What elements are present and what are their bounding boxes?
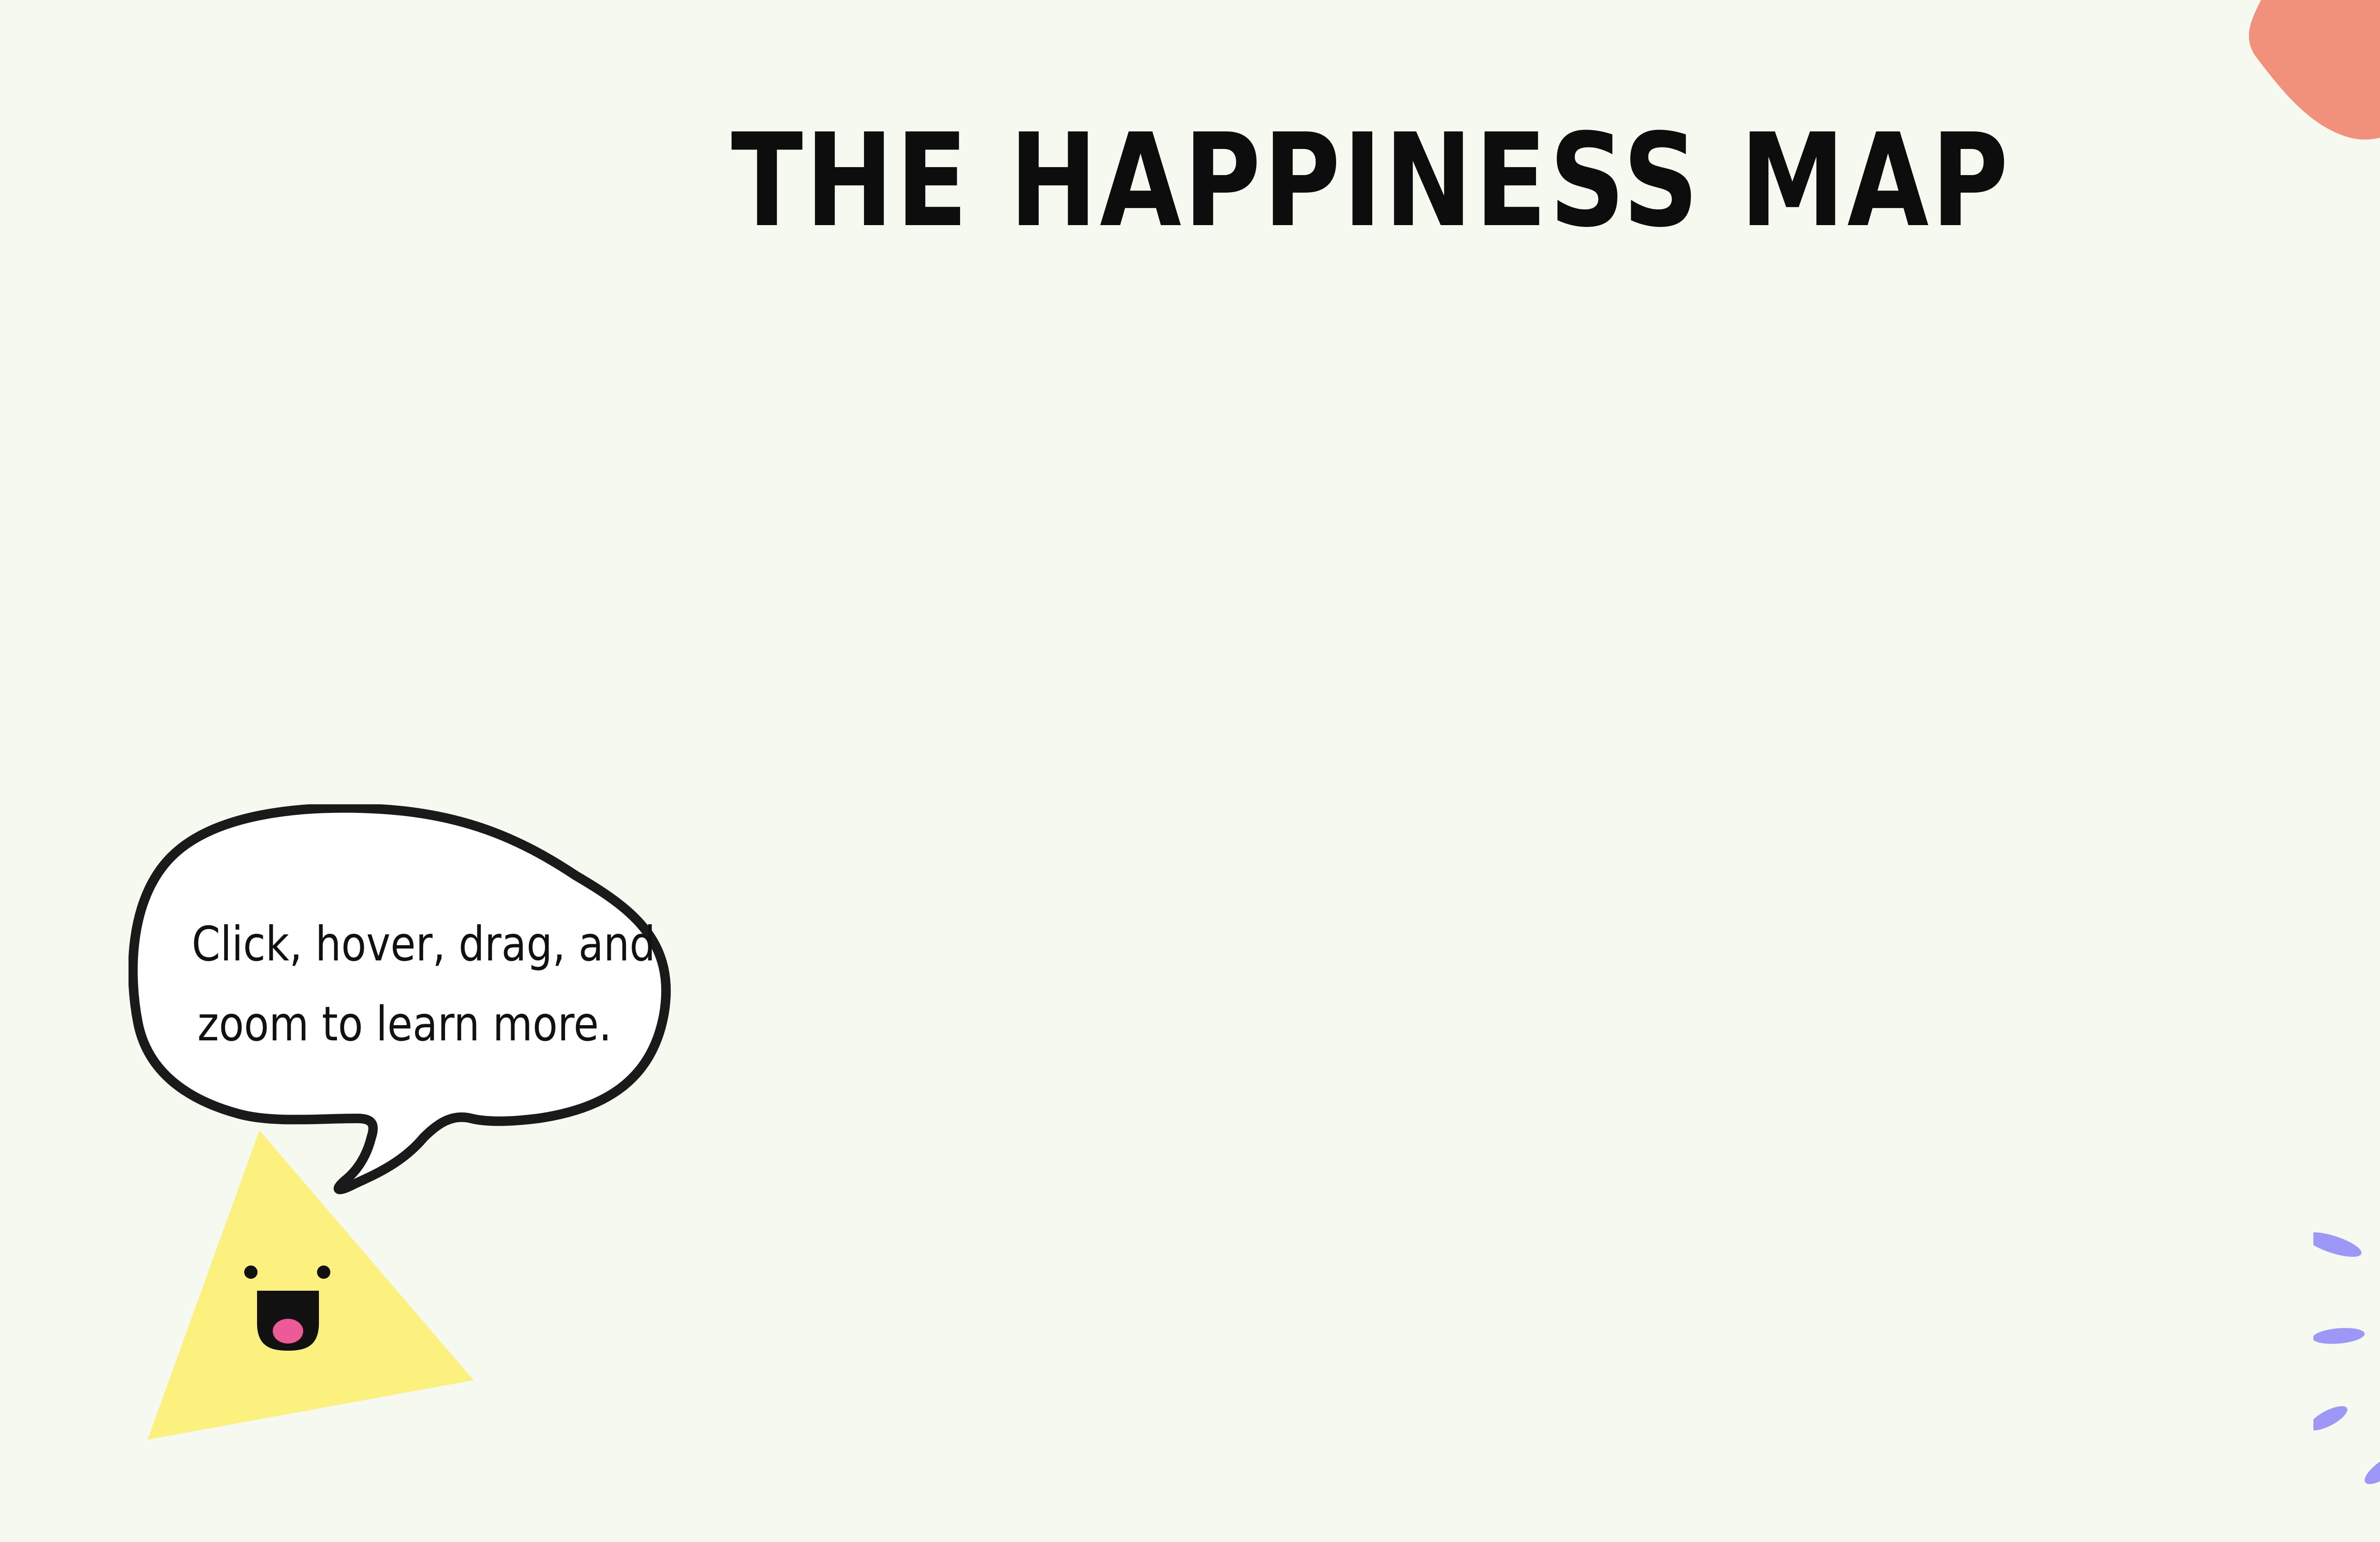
- hint-line-1: Click, hover, drag, and: [191, 916, 656, 972]
- hint-line-2: zoom to learn more.: [197, 996, 612, 1052]
- orange-blob-icon: [2237, 0, 2380, 600]
- hint-text: [191, 904, 656, 1064]
- sprinkles-icon: [2313, 938, 2380, 1542]
- page-title: THE HAPPINESS MAP: [731, 106, 2011, 256]
- triangle-mascot-icon: [143, 1123, 486, 1447]
